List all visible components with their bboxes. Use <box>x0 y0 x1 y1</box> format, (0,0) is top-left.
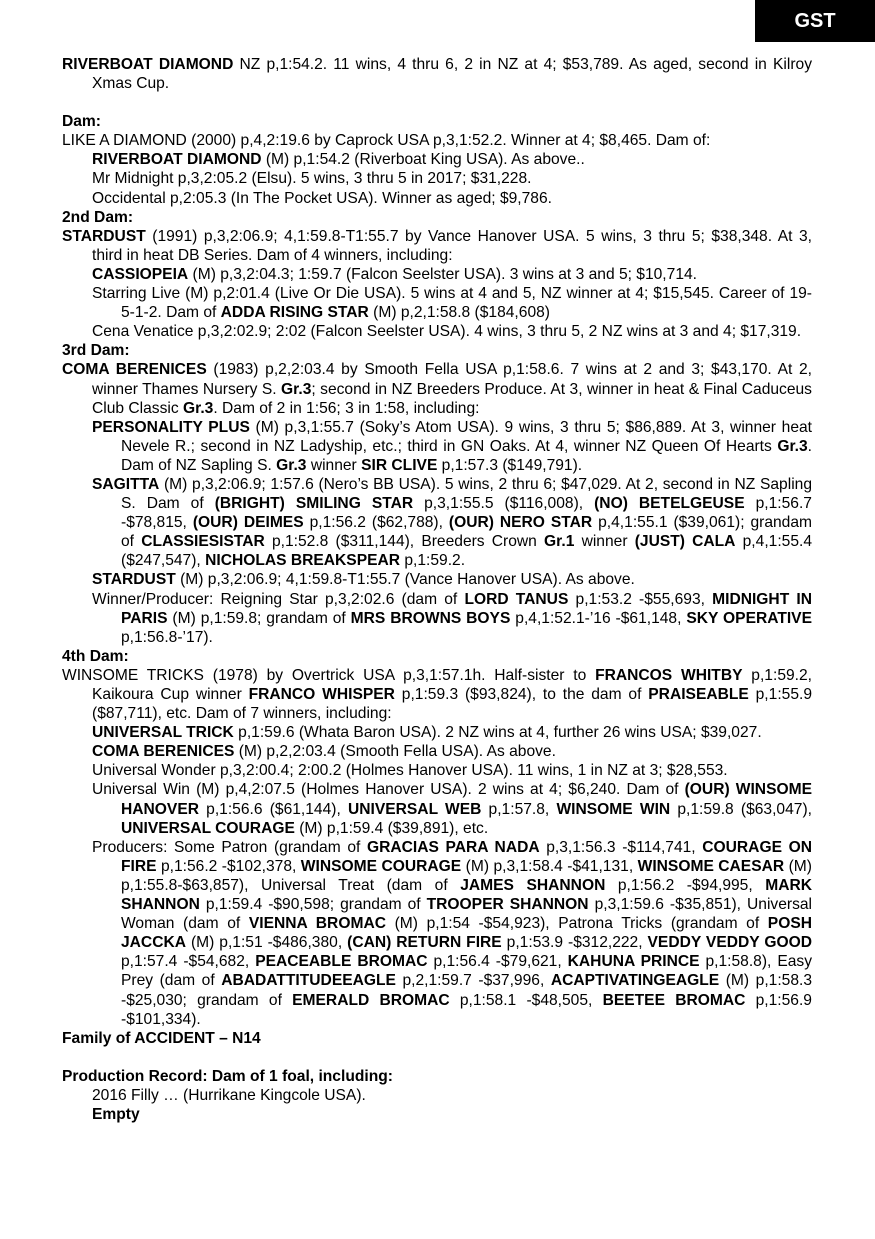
text-run: p,1:56.2 ($62,788), <box>303 514 449 532</box>
text-run: (M) p,1:59.4 ($39,891), etc. <box>294 819 489 837</box>
production-heading: Production Record: Dam of 1 foal, including: <box>62 1067 393 1085</box>
text-run: (M) p,1:59.8; grandam of <box>167 609 351 627</box>
dam-sections <box>62 93 812 1029</box>
bold-run: SKY OPERATIVE <box>686 609 812 627</box>
text-run: (M) p,1:58.3 -$25,030; grandam of <box>121 972 813 1009</box>
bold-run: Gr.3 <box>276 456 307 474</box>
text-run: p,1:56.8-’17). <box>121 628 213 646</box>
text-run: (M) p,2,1:58.8 ($184,608) <box>368 304 550 322</box>
progeny-entry <box>62 838 812 1029</box>
bold-run: POSH JACCKA <box>121 915 812 952</box>
text-run: p,1:59.8 ($63,047), <box>670 800 812 818</box>
text-run: Universal Wonder p,3,2:00.4; 2:00.2 (Holmes Hanover USA). 11 wins, 1 in NZ at 3; $28,553. <box>92 762 728 780</box>
text-run: p,1:57.4 -$54,682, <box>121 953 256 971</box>
progeny-entry <box>62 150 812 169</box>
text-run: p,1:56.6 ($61,144), <box>198 800 348 818</box>
progeny-entry <box>62 189 812 208</box>
text-run: ; second in NZ Breeders Produce. At 3, winner in heat & Final Caduceus Club Classic <box>92 380 812 417</box>
text-run: p,1:57.8, <box>481 800 557 818</box>
bold-run: CASSIOPEIA <box>92 265 189 283</box>
text-run: (M) p,3,2:04.3; 1:59.7 (Falcon Seelster USA). 3 wins at 3 and 5; $10,714. <box>188 265 697 283</box>
bold-run: COURAGE ON FIRE <box>121 838 812 875</box>
progeny-entry <box>62 742 812 761</box>
production-item: 2016 Filly … (Hurrikane Kingcole USA). <box>92 1086 366 1104</box>
bold-run: (OUR) WINSOME HANOVER <box>121 781 812 818</box>
bold-run: CLASSIESISTAR <box>141 533 265 551</box>
text-run: p,1:58.1 -$48,505, <box>449 991 603 1009</box>
progeny-entry <box>62 322 812 341</box>
bold-run: EMERALD BROMAC <box>292 991 450 1009</box>
text-run: (M) p,1:55.8-$63,857), Universal Treat (dam of <box>121 857 812 894</box>
bold-run: Gr.3 <box>183 399 214 417</box>
bold-run: (BRIGHT) SMILING STAR <box>214 495 414 513</box>
bold-run: FRANCO WHISPER <box>248 686 395 703</box>
text-run: p,1:56.7 -$78,815, <box>121 495 812 532</box>
dam-paragraph <box>62 131 812 150</box>
bold-run: PEACEABLE BROMAC <box>255 953 428 971</box>
text-run: p,1:58.8), Easy Prey (dam of <box>121 953 813 990</box>
bold-run: ACAPTIVATINGEAGLE <box>550 972 720 990</box>
text-run: (1983) p,2,2:03.4 by Smooth Fella USA p,1:58.6. 7 wins at 2 and 3; $43,170. At 2, winner Thames Nursery S. <box>92 361 812 398</box>
text-run: Mr Midnight p,3,2:05.2 (Elsu). 5 wins, 3 thru 5 in 2017; $31,228. <box>92 170 532 188</box>
bold-run: JAMES SHANNON <box>460 876 606 894</box>
text-run: (M) p,3,1:58.4 -$41,131, <box>461 857 638 875</box>
dam-paragraph <box>62 227 812 265</box>
text-run: p,1:59.6 (Whata Baron USA). 2 NZ wins at 4, further 26 wins USA; $39,027. <box>233 724 762 742</box>
text-run: p,1:56.4 -$79,621, <box>427 953 568 971</box>
text-run: Producers: Some Patron (grandam of <box>92 838 367 856</box>
text-run: (M) p,3,1:55.7 (Soky’s Atom USA). 9 wins, 3 thru 5; $86,889. At 3, winner heat Nevele R.; second in NZ Ladyship, etc.; third in GN Oaks. At 4, winner NZ Queen Of Hearts <box>121 418 812 455</box>
text-run: p,4,1:52.1-’16 -$61,148, <box>510 609 687 627</box>
section-heading: 4th Dam: <box>62 647 129 665</box>
dam-paragraph <box>62 666 812 723</box>
text-run: p,1:52.8 ($311,144), Breeders Crown <box>264 533 545 551</box>
progeny-entry <box>62 265 812 284</box>
intro-paragraph <box>62 55 812 93</box>
progeny-entry <box>62 284 812 322</box>
text-run: (M) p,3,2:06.9; 4,1:59.8-T1:55.7 (Vance Hanover USA). As above. <box>175 571 635 589</box>
text-run: p,1:55.9 ($87,711), etc. Dam of 7 winners, including: <box>92 686 812 723</box>
text-run: p,1:56.9 -$101,334). <box>121 991 812 1028</box>
bold-run: UNIVERSAL TRICK <box>92 724 234 742</box>
bold-run: WINSOME COURAGE <box>300 857 462 875</box>
progeny-entry <box>62 590 812 647</box>
text-run: winner <box>574 533 635 551</box>
bold-run: ABADATTITUDEEAGLE <box>221 972 396 990</box>
bold-run: COMA BERENICES <box>62 361 207 379</box>
text-run: p,2,1:59.7 -$37,996, <box>395 972 551 990</box>
dam-paragraph <box>62 360 812 417</box>
bold-run: (JUST) CALA <box>634 533 736 551</box>
bold-run: WINSOME CAESAR <box>637 857 785 875</box>
text-run: p,1:59.2. <box>400 552 466 570</box>
bold-run: WINSOME WIN <box>556 800 671 818</box>
family-line: Family of ACCIDENT – N14 <box>62 1029 261 1047</box>
section-heading: 2nd Dam: <box>62 208 134 226</box>
bold-run: (CAN) RETURN FIRE <box>347 934 502 952</box>
text-run: . Dam of 2 in 1:56; 3 in 1:58, including: <box>213 399 480 417</box>
bold-run: SIR CLIVE <box>361 456 438 474</box>
bold-run: MRS BROWNS BOYS <box>350 609 511 627</box>
bold-run: UNIVERSAL COURAGE <box>121 819 295 837</box>
gst-badge: GST <box>755 0 875 42</box>
bold-run: BEETEE BROMAC <box>602 991 746 1009</box>
progeny-entry <box>62 169 812 188</box>
bold-run: MIDNIGHT IN PARIS <box>121 590 812 627</box>
bold-run: MARK SHANNON <box>121 876 813 914</box>
pedigree-document <box>62 55 812 1124</box>
text-run: p,1:59.2, Kaikoura Cup winner <box>92 666 812 703</box>
text-run: p,3,1:59.6 -$35,851), Universal Woman (dam of <box>121 896 813 933</box>
bold-run: NICHOLAS BREAKSPEAR <box>205 552 401 570</box>
text-run: p,1:56.2 -$94,995, <box>605 876 766 894</box>
progeny-entry <box>62 723 812 742</box>
bold-run: Gr.1 <box>544 533 575 551</box>
text-run: (M) p,3,2:06.9; 1:57.6 (Nero’s BB USA). 5 wins, 2 thru 6; $47,029. At 2, second in NZ Sapling S. Dam of <box>121 475 812 513</box>
text-run: (M) p,1:51 -$486,380, <box>185 934 348 952</box>
bold-run: RIVERBOAT DIAMOND <box>62 56 234 73</box>
bold-run: VEDDY VEDDY GOOD <box>647 934 812 952</box>
bold-run: Gr.3 <box>777 437 808 455</box>
text-run: p,4,1:55.4 ($247,547), <box>121 533 813 570</box>
bold-run: PRAISEABLE <box>648 686 749 703</box>
bold-run: KAHUNA PRINCE <box>567 953 700 971</box>
bold-run: COMA BERENICES <box>92 743 235 761</box>
progeny-entry <box>62 570 812 589</box>
text-run: Starring Live (M) p,2:01.4 (Live Or Die USA). 5 wins at 4 and 5, NZ winner at 4; $15,545. Career of 19-5-1-2. Dam of <box>92 285 812 322</box>
text-run: p,1:59.3 ($93,824), to the dam of <box>394 686 649 703</box>
text-run: p,1:57.3 ($149,791). <box>437 456 583 474</box>
text-run: (M) p,1:54.2 (Riverboat King USA). As above.. <box>261 151 585 169</box>
text-run: p,1:59.4 -$90,598; grandam of <box>199 896 427 914</box>
text-run: p,1:53.2 -$55,693, <box>568 590 713 608</box>
text-run: Occidental p,2:05.3 (In The Pocket USA). Winner as aged; $9,786. <box>92 189 552 207</box>
progeny-entry <box>62 780 812 837</box>
section-heading: 3rd Dam: <box>62 342 130 360</box>
text-run: (1991) p,3,2:06.9; 4,1:59.8-T1:55.7 by Vance Hanover USA. 5 wins, 3 thru 5; $38,348. At 3, third in heat DB Series. Dam of 4 winners, including: <box>92 227 812 264</box>
text-run: LIKE A DIAMOND (2000) p,4,2:19.6 by Caprock USA p,3,1:52.2. Winner at 4; $8,465. Dam of: <box>62 132 711 150</box>
bold-run: PERSONALITY PLUS <box>92 418 250 436</box>
text-run: (M) p,2,2:03.4 (Smooth Fella USA). As above. <box>234 743 556 761</box>
bold-run: LORD TANUS <box>464 590 569 608</box>
bold-run: FRANCOS WHITBY <box>595 666 743 684</box>
text-run: p,3,1:56.3 -$114,741, <box>539 838 703 856</box>
bold-run: Gr.3 <box>281 380 312 398</box>
text-run: p,3,1:55.5 ($116,008), <box>413 495 595 513</box>
bold-run: (NO) BETELGEUSE <box>594 495 745 513</box>
text-run: p,1:56.2 -$102,378, <box>156 857 301 875</box>
text-run: Winner/Producer: Reigning Star p,3,2:02.6 (dam of <box>92 590 465 608</box>
bold-run: (OUR) DEIMES <box>192 514 304 532</box>
bold-run: STARDUST <box>92 571 176 589</box>
bold-run: GRACIAS PARA NADA <box>366 838 540 856</box>
progeny-entry <box>62 475 812 570</box>
production-items <box>62 1086 812 1124</box>
text-run: Cena Venatice p,3,2:02.9; 2:02 (Falcon Seelster USA). 4 wins, 3 thru 5, 2 NZ wins at 3 and 4; $17,319. <box>92 323 802 341</box>
production-item: Empty <box>92 1105 140 1123</box>
bold-run: ADDA RISING STAR <box>220 304 369 322</box>
bold-run: UNIVERSAL WEB <box>347 800 482 818</box>
progeny-entry <box>62 418 812 475</box>
bold-run: TROOPER SHANNON <box>426 896 589 914</box>
bold-run: STARDUST <box>62 227 146 245</box>
progeny-entry <box>62 761 812 780</box>
text-run: WINSOME TRICKS (1978) by Overtrick USA p,3,1:57.1h. Half-sister to <box>62 666 596 684</box>
bold-run: (OUR) NERO STAR <box>448 514 593 532</box>
text-run: . Dam of NZ Sapling S. <box>121 437 812 474</box>
text-run: p,4,1:55.1 ($39,061); grandam of <box>121 514 813 551</box>
text-run: winner <box>306 456 362 474</box>
text-run: (M) p,1:54 -$54,923), Patrona Tricks (grandam of <box>385 915 768 933</box>
bold-run: VIENNA BROMAC <box>248 915 386 933</box>
text-run: NZ p,1:54.2. 11 wins, 4 thru 6, 2 in NZ at 4; $53,789. As aged, second in Kilroy Xmas Cup. <box>92 56 812 93</box>
bold-run: RIVERBOAT DIAMOND <box>92 151 262 169</box>
text-run: p,1:53.9 -$312,222, <box>501 934 648 952</box>
bold-run: SAGITTA <box>92 475 160 493</box>
section-heading: Dam: <box>62 113 101 131</box>
text-run: Universal Win (M) p,4,2:07.5 (Holmes Hanover USA). 2 wins at 4; $6,240. Dam of <box>92 781 685 799</box>
